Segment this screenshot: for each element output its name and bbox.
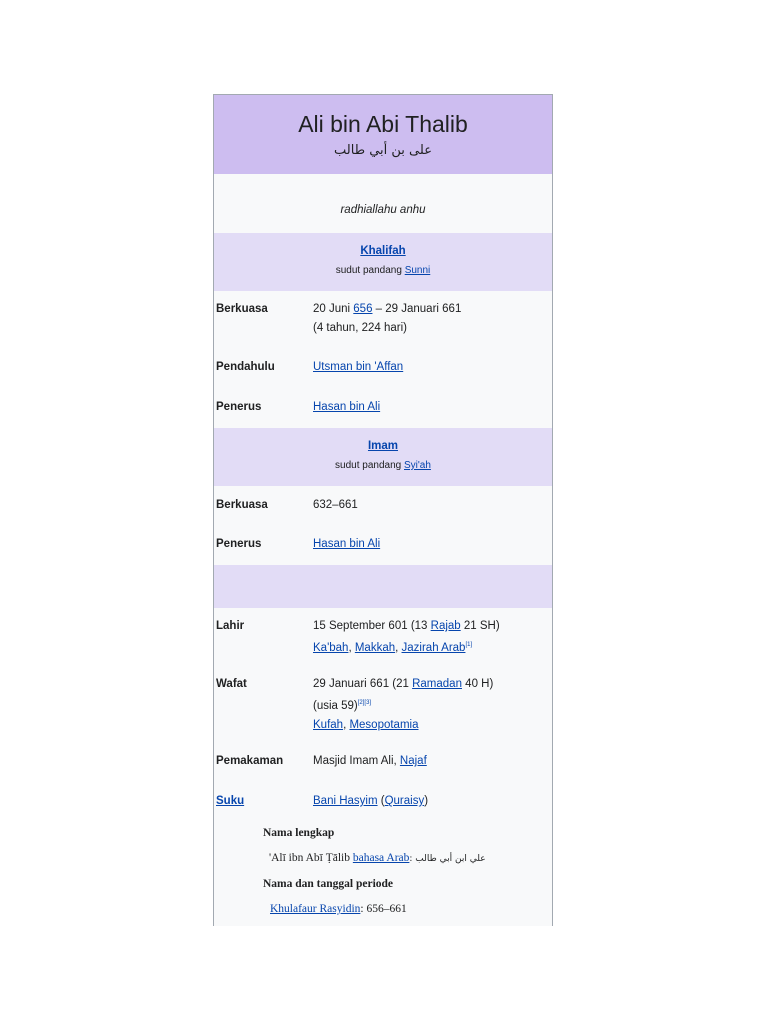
- nama-lengkap-row: [269, 852, 486, 864]
- arabic-title: علی بن أبي طالب: [334, 143, 432, 158]
- row-label: Pemakaman: [216, 755, 284, 767]
- page-title: Ali bin Abi Thalib: [298, 111, 468, 137]
- row-label: Berkuasa: [216, 499, 268, 511]
- periode-label: Nama dan tanggal periode: [263, 878, 394, 890]
- infobox-header: [214, 95, 552, 174]
- khalifah-sub-prefix: sudut pandang: [335, 265, 405, 276]
- imam-sub-prefix: sudut pandang: [335, 460, 404, 471]
- infobox: Ali bin Abi Thalib علی بن أبي طالب radhiallahu anhu Khalifah sudut pandang Sunni Berkuasa 20 Juni 656 – 29 Januari 661 (4 tahun, 224 hari) Pendahulu Utsman bin 'Affan Penerus Hasan bin Ali Imam sudut pandang Syi'ah Berkuasa 632–661 Penerus Hasan bin Ali Lahir 15 September 601 (13 Rajab 21 SH) Ka'bah, Makkah, Jazirah Arab[1] Wafat 29 Januari 661 (21 Ramadan 40 H) (usia 59)[2][3] Kufah, Mesopotamia Pemakaman Masjid Imam Ali, Najaf Suku Bani Hasyim (Quraisy) Nama lengkap 'Alī ibn Abī Ṭālib bahasa Arab: علي ابن أبي طالب Nama dan tanggal periode Khulafaur Rasyidin: 656–661: [213, 94, 553, 926]
- imam-period: 632–661: [313, 499, 358, 511]
- row-label: Wafat: [216, 678, 247, 690]
- ramadan-link[interactable]: Ramadan: [412, 678, 462, 690]
- nama-lengkap-label: Nama lengkap: [263, 827, 335, 839]
- date-end: – 29 Januari 661: [372, 303, 462, 315]
- citation-2-3[interactable]: [2][3]: [357, 700, 372, 706]
- hasan-link[interactable]: Hasan bin Ali: [313, 538, 381, 550]
- quraisy-link[interactable]: Quraisy: [384, 795, 425, 807]
- date-start: 20 Juni: [313, 303, 354, 315]
- row-label: Penerus: [216, 538, 262, 550]
- death-date-end: 40 H): [461, 678, 494, 690]
- reign-duration: (4 tahun, 224 hari): [313, 322, 407, 334]
- kufah-link[interactable]: Kufah: [313, 718, 344, 731]
- caption-italic: radhiallahu anhu: [340, 204, 426, 216]
- utsman-link[interactable]: Utsman bin 'Affan: [313, 361, 404, 373]
- kabah-link[interactable]: Ka'bah: [313, 641, 349, 654]
- burial-place: Masjid Imam Ali,: [313, 755, 400, 767]
- citation-1[interactable]: [1]: [465, 642, 473, 648]
- nama-lengkap-value: 'Alī ibn Abī Ṭālib: [269, 852, 353, 864]
- suku-link[interactable]: Suku: [216, 795, 245, 807]
- rajab-link[interactable]: Rajab: [430, 620, 461, 632]
- najaf-link[interactable]: Najaf: [399, 755, 427, 767]
- syiah-link[interactable]: Syi'ah: [404, 460, 431, 471]
- row-label: Pendahulu: [216, 361, 275, 373]
- jazirah-arab-link[interactable]: Jazirah Arab: [401, 641, 466, 654]
- imam-link[interactable]: Imam: [367, 440, 399, 452]
- hasan-link[interactable]: Hasan bin Ali: [313, 401, 381, 413]
- bahasa-arab-link[interactable]: bahasa Arab: [352, 852, 410, 864]
- periode-value: : 656–661: [360, 903, 407, 915]
- birth-date-end: 21 SH): [460, 620, 500, 632]
- row-label: Lahir: [216, 620, 245, 632]
- khalifah-link[interactable]: Khalifah: [360, 245, 406, 257]
- sunni-link[interactable]: Sunni: [404, 265, 431, 276]
- section-imam: [214, 428, 552, 486]
- section-empty: [214, 565, 552, 608]
- nama-lengkap-arabic: : علي ابن أبي طالب: [409, 854, 486, 864]
- row-label: Penerus: [216, 401, 262, 413]
- image-caption: [214, 174, 552, 233]
- periode-row: [270, 903, 407, 915]
- khulafaur-rasyidin-link[interactable]: Khulafaur Rasyidin: [270, 903, 361, 915]
- death-date: 29 Januari 661 (21: [313, 678, 413, 690]
- section-khalifah: [214, 233, 552, 291]
- row-label: Berkuasa: [216, 303, 268, 315]
- year-656-link[interactable]: 656: [353, 303, 373, 315]
- death-age: (usia 59): [313, 699, 358, 712]
- birth-date: 15 September 601 (13: [313, 620, 431, 632]
- makkah-link[interactable]: Makkah: [354, 641, 396, 654]
- bani-hasyim-link[interactable]: Bani Hasyim: [313, 795, 378, 807]
- mesopotamia-link[interactable]: Mesopotamia: [349, 718, 419, 731]
